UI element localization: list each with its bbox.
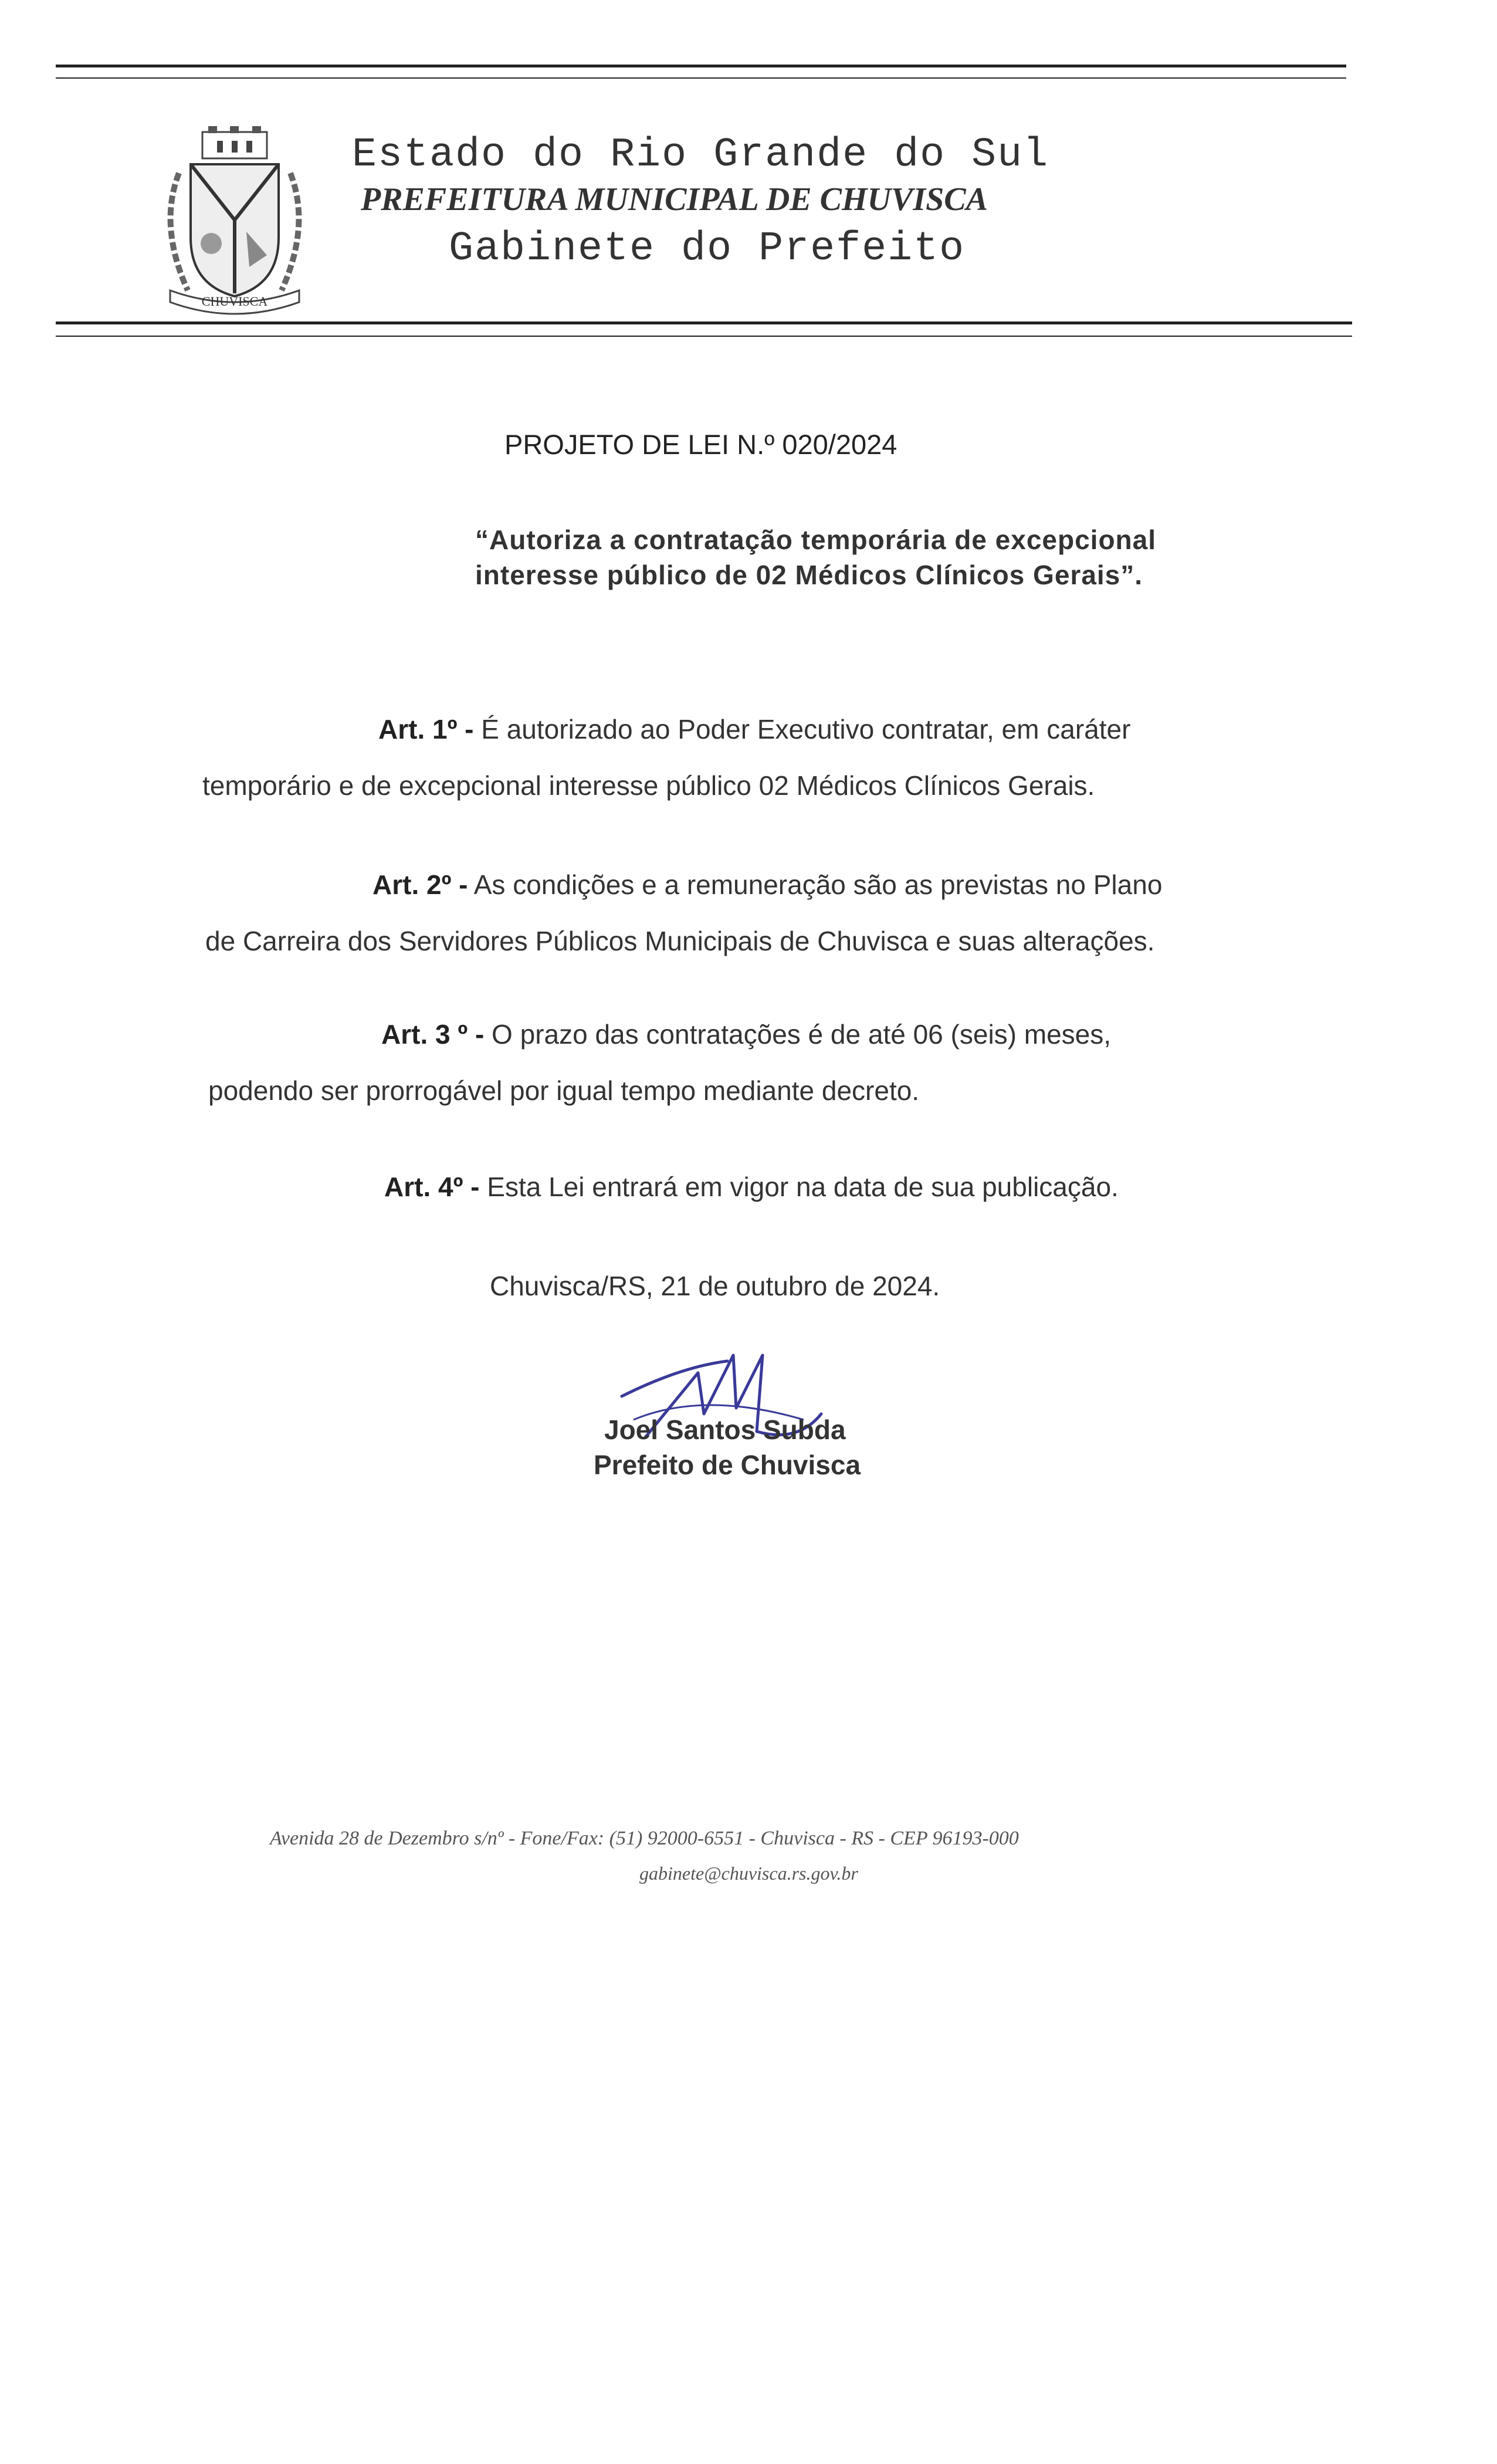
article-3 bbox=[208, 1006, 1111, 1119]
article-2 bbox=[205, 857, 1162, 969]
footer-address: Avenida 28 de Dezembro s/nº - Fone/Fax: (51) 92000-6551 - Chuvisca - RS - CEP 96193-000 bbox=[270, 1827, 1019, 1849]
header-prefeitura: PREFEITURA MUNICIPAL DE CHUVISCA bbox=[361, 181, 988, 218]
header-bottom-rule bbox=[56, 321, 1352, 324]
article-4 bbox=[384, 1159, 1119, 1215]
article-1 bbox=[202, 701, 1130, 814]
article-2-line2: de Carreira dos Servidores Públicos Municipais de Chuvisca e suas alterações. bbox=[205, 926, 1155, 956]
coat-of-arms-icon bbox=[147, 126, 323, 320]
signature-name: Joel Santos Subda bbox=[604, 1414, 846, 1445]
place-date: Chuvisca/RS, 21 de outubro de 2024. bbox=[490, 1271, 940, 1301]
crest-ribbon-label: CHUVISCA bbox=[201, 294, 268, 309]
signature-role: Prefeito de Chuvisca bbox=[594, 1450, 861, 1480]
bill-ementa bbox=[475, 522, 1214, 593]
article-1-label: Art. 1º - bbox=[378, 714, 474, 744]
article-3-label: Art. 3 º - bbox=[381, 1019, 485, 1050]
header-gabinete: Gabinete do Prefeito bbox=[449, 226, 966, 272]
ementa-line-1: “Autoriza a contratação temporária de excepcional bbox=[475, 524, 1157, 555]
header-top-rule bbox=[56, 65, 1346, 67]
article-4-line1: Esta Lei entrará em vigor na data de sua publicação. bbox=[479, 1172, 1119, 1202]
bill-title-text: PROJETO DE LEI N.º 020/2024 bbox=[504, 429, 897, 460]
header-state: Estado do Rio Grande do Sul bbox=[352, 132, 1049, 178]
article-2-line1: As condições e a remuneração são as previstas no Plano bbox=[468, 869, 1163, 900]
article-1-line2: temporário e de excepcional interesse público 02 Médicos Clínicos Gerais. bbox=[202, 770, 1095, 801]
ementa-line-2: interesse público de 02 Médicos Clínicos Gerais”. bbox=[475, 560, 1143, 590]
article-2-label: Art. 2º - bbox=[372, 869, 468, 900]
article-1-line1: É autorizado ao Poder Executivo contratar, em caráter bbox=[473, 714, 1131, 744]
bill-title bbox=[504, 428, 897, 461]
footer-email: gabinete@chuvisca.rs.gov.br bbox=[639, 1863, 858, 1884]
header-bottom-rule-thin bbox=[56, 336, 1352, 337]
article-3-line1: O prazo das contratações é de até 06 (seis) meses, bbox=[484, 1019, 1112, 1050]
article-4-label: Art. 4º - bbox=[384, 1172, 480, 1202]
article-3-line2: podendo ser prorrogável por igual tempo mediante decreto. bbox=[208, 1075, 920, 1106]
header-top-rule-thin bbox=[56, 77, 1346, 79]
